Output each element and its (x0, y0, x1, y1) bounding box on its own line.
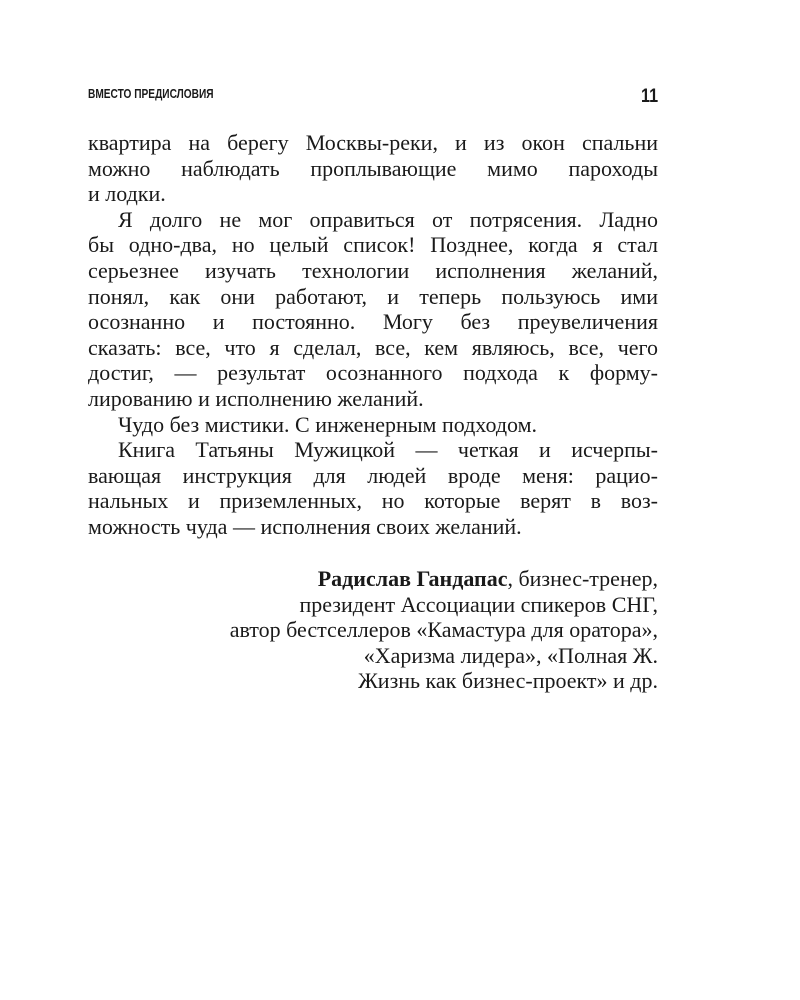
text-line: Книга Татьяны Мужицкой — четкая и исчерпы- (118, 437, 658, 463)
paragraph (88, 130, 658, 207)
paragraph (88, 437, 658, 539)
signature-line: автор бестселлеров «Камастура для оратора», (229, 617, 658, 643)
signature-line: президент Ассоциации спикеров СНГ, (299, 591, 658, 617)
text-line: бы одно-два, но целый список! Позднее, когда я стал (88, 232, 658, 258)
text-line: лированию и исполнению желаний. (88, 385, 424, 411)
text-line: серьезнее изучать технологии исполнения желаний, (88, 257, 658, 283)
author-role: , бизнес-тренер, (507, 566, 658, 591)
text-line: квартира на берегу Москвы-реки, и из окон спальни (88, 130, 658, 155)
text-line: и лодки. (88, 181, 166, 207)
text-line: достиг, — результат осознанного подхода к форму- (88, 360, 658, 386)
signature-line (88, 566, 658, 592)
paragraph (88, 207, 658, 412)
text-line: Чудо без мистики. С инженерным подходом. (118, 411, 538, 437)
text-line: понял, как они работают, и теперь пользуюсь ими (88, 283, 658, 309)
section-title: ВМЕСТО ПРЕДИСЛОВИЯ (88, 86, 214, 101)
text-line: нальных и приземленных, но которые верят в воз- (88, 488, 658, 514)
page-number: 11 (640, 86, 658, 107)
author-name: Радислав Гандапас (317, 566, 508, 591)
text-line: можность чуда — исполнения своих желаний. (88, 513, 522, 539)
text-line: Я долго не мог оправиться от потрясения. Ладно (118, 206, 658, 232)
text-line: можно наблюдать проплывающие мимо пароходы (88, 155, 658, 181)
body-text (88, 130, 658, 540)
signature-line: «Харизма лидера», «Полная Ж. (363, 642, 658, 668)
paragraph (88, 412, 658, 438)
signature-block (88, 566, 658, 694)
signature-line: Жизнь как бизнес-проект» и др. (358, 668, 658, 694)
text-line: вающая инструкция для людей вроде меня: рацио- (88, 462, 658, 488)
text-line: сказать: все, что я сделал, все, кем являюсь, все, чего (88, 334, 658, 360)
text-line: осознанно и постоянно. Могу без преувеличения (88, 309, 658, 335)
